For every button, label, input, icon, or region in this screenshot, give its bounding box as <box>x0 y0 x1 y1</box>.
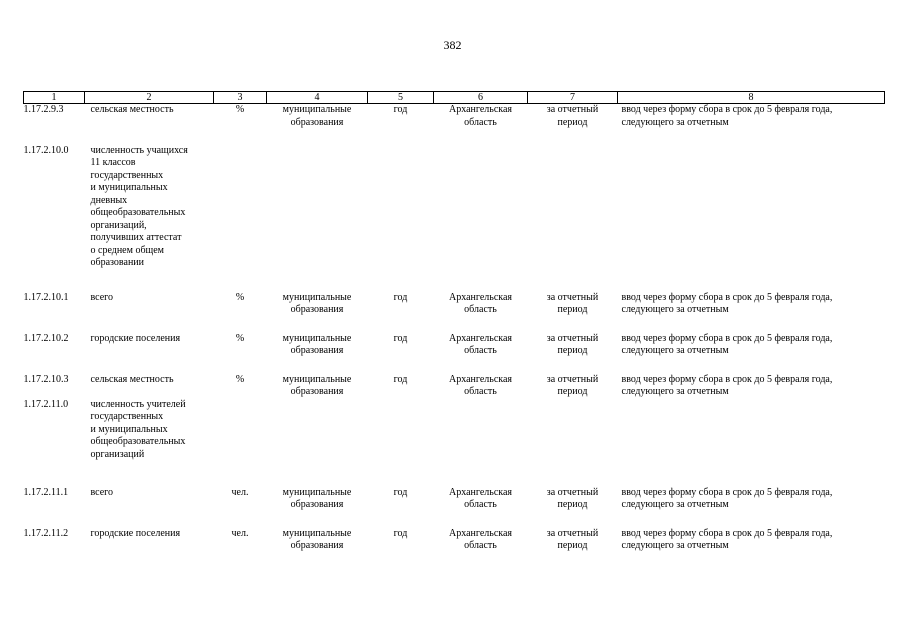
region: Архангельская область <box>448 332 513 356</box>
table-row <box>24 374 885 399</box>
term: за отчетный период <box>546 291 599 315</box>
indicator-code: 1.17.2.11.1 <box>23 486 69 498</box>
indicator-code: 1.17.2.9.3 <box>23 104 64 115</box>
periodicity: год <box>393 332 408 344</box>
level: муниципальные образования <box>282 291 352 315</box>
collection-method: ввод через форму сбора в срок до 5 февраля года, следующего за отчетным <box>621 373 833 397</box>
collection-method: ввод через форму сбора в срок до 5 февраля года, следующего за отчетным <box>621 527 833 551</box>
region <box>434 145 528 292</box>
region: Архангельская область <box>448 527 513 551</box>
unit <box>214 399 267 487</box>
indicator-name: всего <box>90 291 114 303</box>
unit: % <box>235 104 245 115</box>
periodicity <box>368 145 434 292</box>
term: за отчетный период <box>546 486 599 510</box>
region: Архангельская область <box>448 104 513 128</box>
collection-method: ввод через форму сбора в срок до 5 февраля года, следующего за отчетным <box>621 332 833 356</box>
indicator-name: сельская местность <box>90 373 174 385</box>
indicators-table <box>23 91 885 556</box>
indicator-code: 1.17.2.10.2 <box>23 332 69 344</box>
collection-method: ввод через форму сбора в срок до 5 февраля года, следующего за отчетным <box>621 291 833 315</box>
indicator-name: городские поселения <box>90 332 181 344</box>
indicator-name: численность учителей государственных и муниципальных общеобразовательных организаций <box>90 398 186 460</box>
column-header-1: 1 <box>24 92 85 104</box>
indicator-name: городские поселения <box>90 527 181 539</box>
unit: % <box>235 373 245 385</box>
indicator-code: 1.17.2.10.1 <box>23 291 69 303</box>
column-header-3: 3 <box>214 92 267 104</box>
column-header-4: 4 <box>267 92 368 104</box>
page-number: 382 <box>443 38 462 52</box>
periodicity: год <box>393 104 408 115</box>
periodicity: год <box>393 373 408 385</box>
collection-method: ввод через форму сбора в срок до 5 февраля года, следующего за отчетным <box>621 104 833 128</box>
indicator-name: сельская местность <box>90 104 174 115</box>
level: муниципальные образования <box>282 373 352 397</box>
term: за отчетный период <box>546 104 599 128</box>
indicator-name: всего <box>90 486 114 498</box>
collection-method <box>618 145 885 292</box>
level: муниципальные образования <box>282 527 352 551</box>
term: за отчетный период <box>546 527 599 551</box>
term <box>528 399 618 487</box>
column-header-6: 6 <box>434 92 528 104</box>
periodicity: год <box>393 527 408 539</box>
region <box>434 399 528 487</box>
level <box>267 399 368 487</box>
column-header-2: 2 <box>85 92 214 104</box>
indicator-code: 1.17.2.11.2 <box>23 527 69 539</box>
level: муниципальные образования <box>282 104 352 128</box>
level: муниципальные образования <box>282 486 352 510</box>
periodicity <box>368 399 434 487</box>
indicator-name: численность учащихся 11 классов государственных и муниципальных дневных общеобразовательных организаций, получивших аттестат о среднем общем образовании <box>90 144 188 268</box>
column-header-7: 7 <box>528 92 618 104</box>
table-header-row <box>24 92 885 104</box>
unit: чел. <box>231 527 249 539</box>
table-row <box>24 292 885 333</box>
table-row <box>24 487 885 528</box>
indicator-code: 1.17.2.10.3 <box>23 373 69 385</box>
term: за отчетный период <box>546 332 599 356</box>
unit <box>214 145 267 292</box>
unit: % <box>235 291 245 303</box>
column-header-8: 8 <box>618 92 885 104</box>
level: муниципальные образования <box>282 332 352 356</box>
collection-method <box>618 399 885 487</box>
unit: % <box>235 332 245 344</box>
table-row <box>24 104 885 145</box>
indicator-code: 1.17.2.11.0 <box>23 398 69 410</box>
column-header-5: 5 <box>368 92 434 104</box>
level <box>267 145 368 292</box>
region: Архангельская область <box>448 373 513 397</box>
table-row <box>24 528 885 556</box>
periodicity: год <box>393 291 408 303</box>
region: Архангельская область <box>448 486 513 510</box>
table-row <box>24 333 885 374</box>
region: Архангельская область <box>448 291 513 315</box>
table-row <box>24 399 885 487</box>
indicator-code: 1.17.2.10.0 <box>23 144 69 156</box>
table-row <box>24 145 885 292</box>
periodicity: год <box>393 486 408 498</box>
unit: чел. <box>231 486 249 498</box>
collection-method: ввод через форму сбора в срок до 5 февраля года, следующего за отчетным <box>621 486 833 510</box>
term: за отчетный период <box>546 373 599 397</box>
term <box>528 145 618 292</box>
